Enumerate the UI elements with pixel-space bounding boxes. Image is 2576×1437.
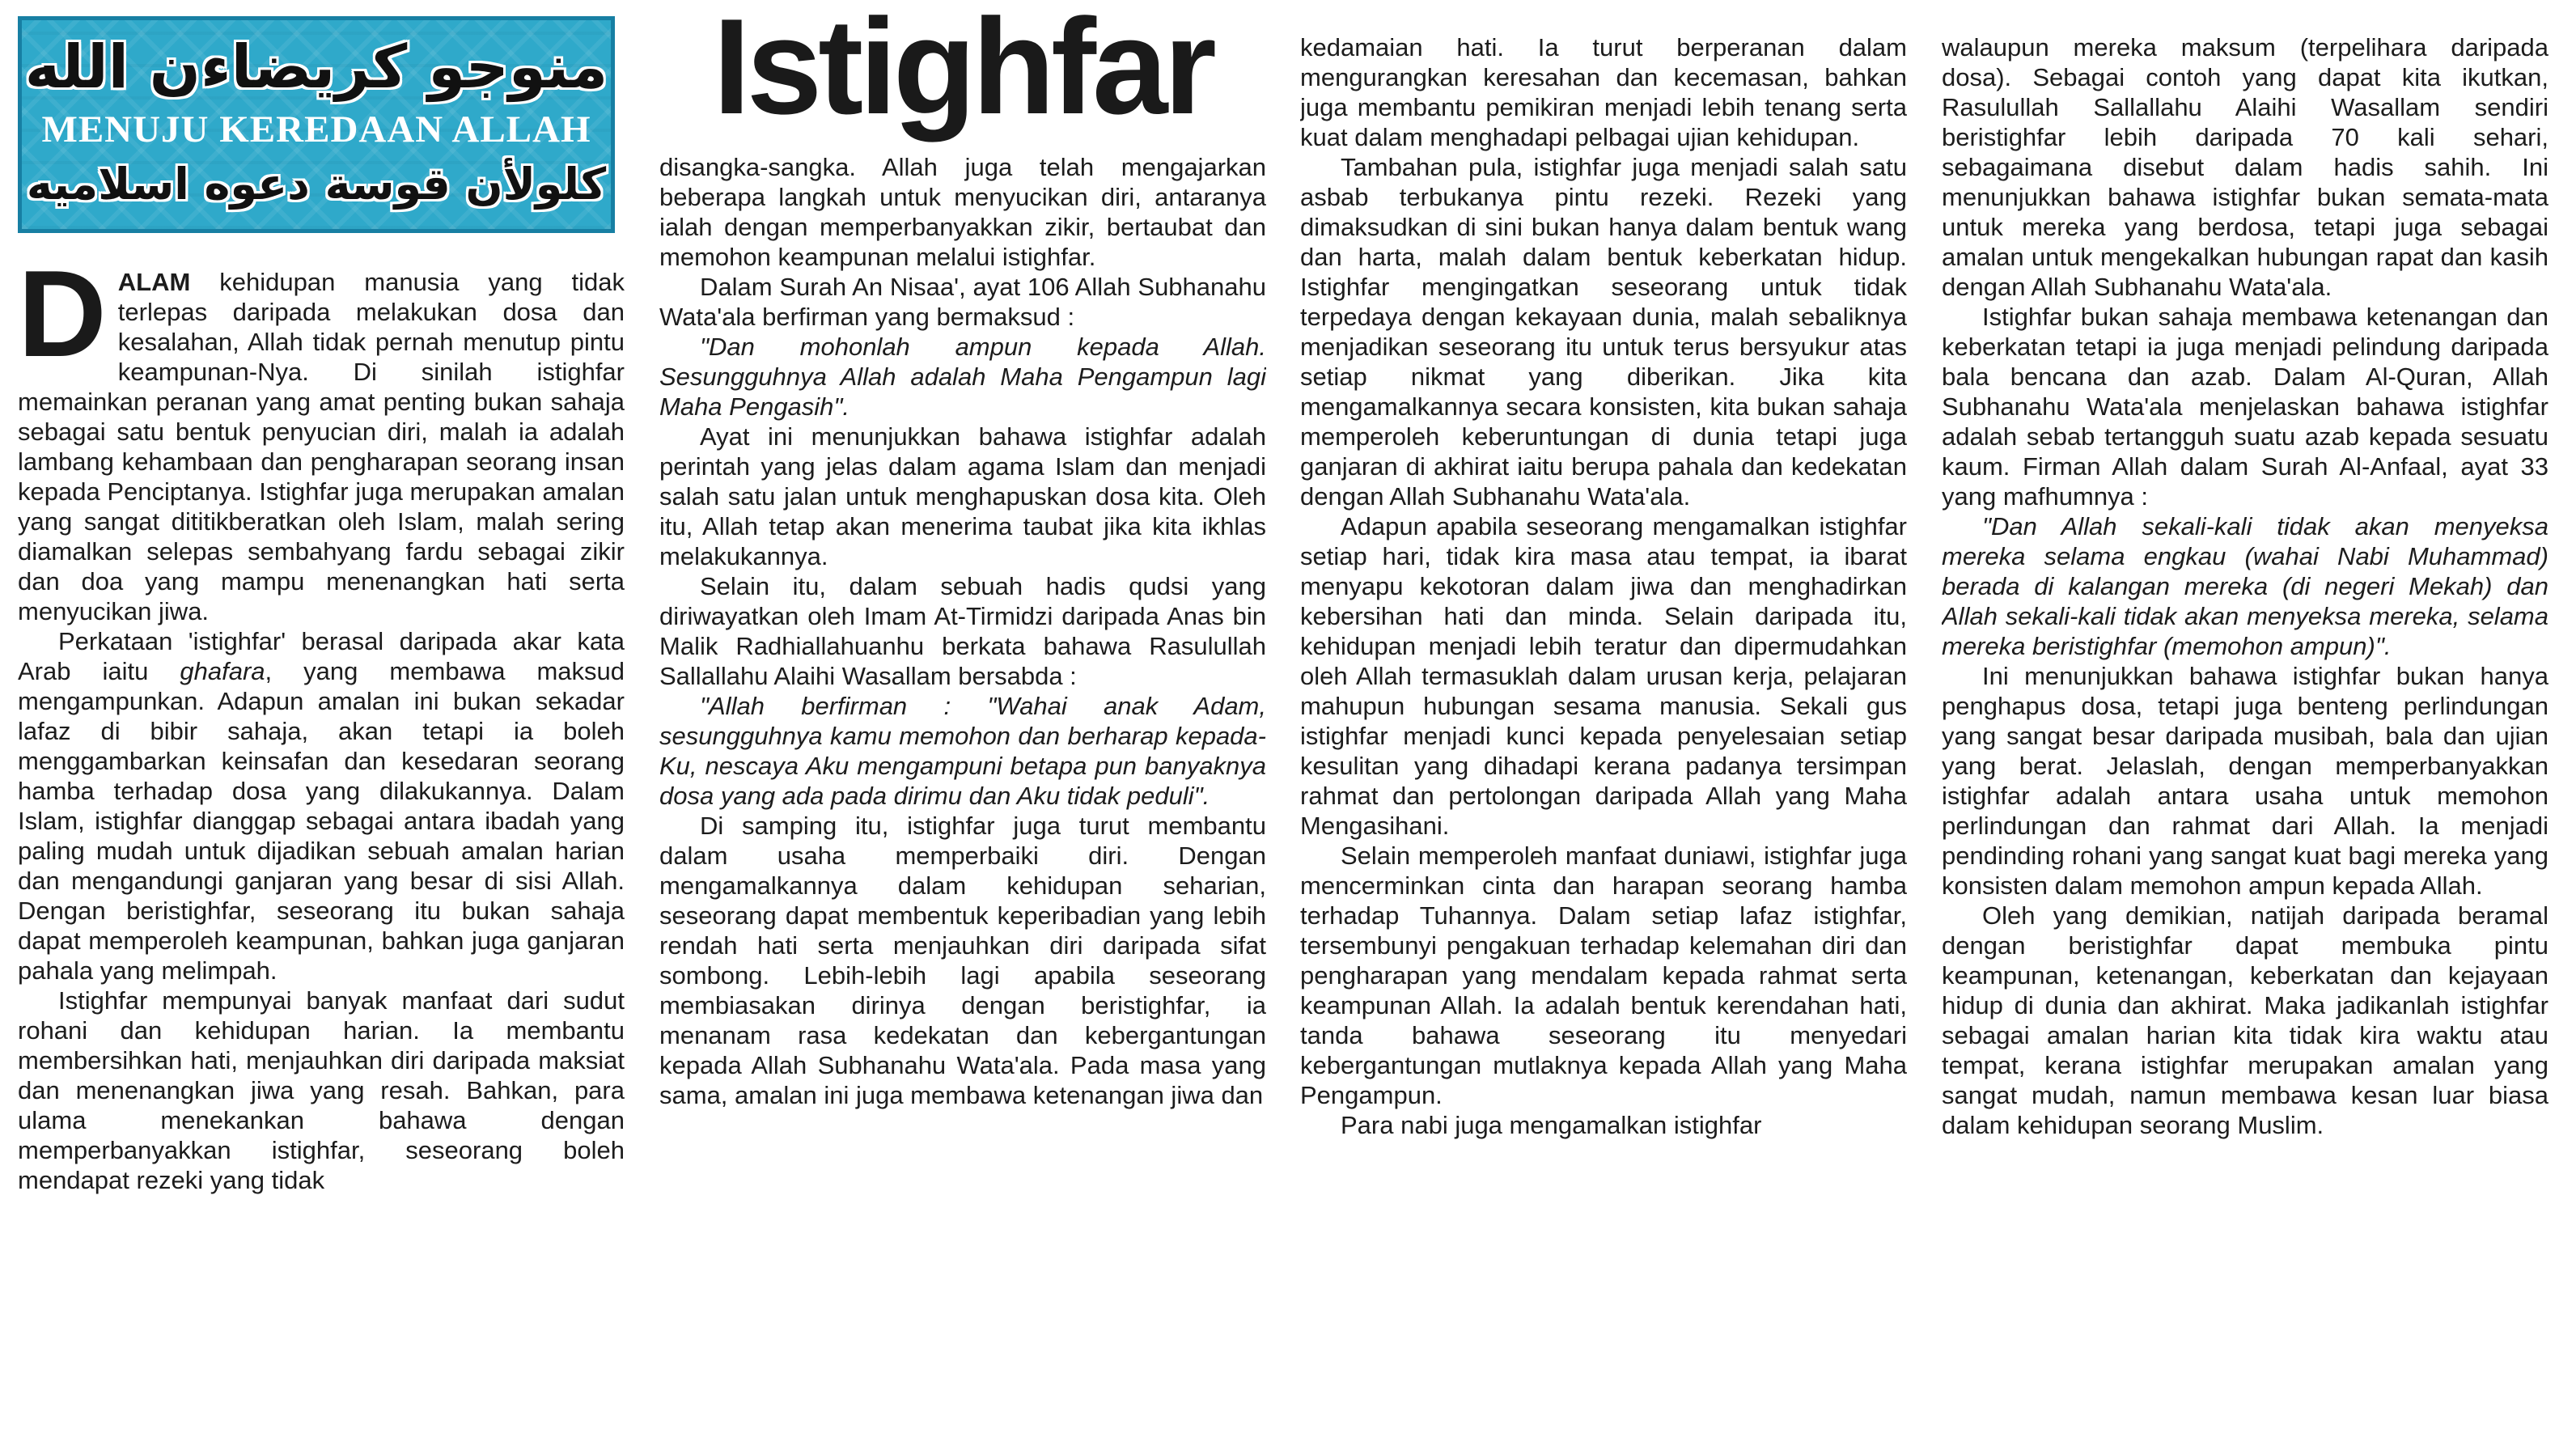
dropcap-letter: D [18,245,107,383]
body-paragraph [1942,32,2548,302]
body-paragraph [18,986,625,1195]
text-segment: "Dan mohonlah ampun kepada Allah. Sesungguhnya Allah adalah Maha Pengampun lagi Maha Pengasih". [659,333,1266,421]
text-segment: "Allah berfirman : "Wahai anak Adam, sesungguhnya kamu memohon dan berharap kepada-Ku, nescaya Aku mengampuni betapa pun banyaknya dosa yang ada pada dirimu dan Aku tidak peduli". [659,692,1266,810]
masthead-box [18,16,615,233]
body-paragraph [18,626,625,986]
text-segment: Tambahan pula, istighfar juga menjadi salah satu asbab terbukanya pintu rezeki. Rezeki yang dimaksudkan di sini bukan hanya dalam bentuk wang dan harta, malah dalam bentuk keberkatan hidup. Istighfar mengingatkan seseorang untuk tidak terpedaya dengan kekayaan dunia, malah sebaliknya menjadikan seseorang itu untuk terus bersyukur atas setiap nikmat yang diberikan. Jika kita mengamalkannya secara konsisten, kita bukan sahaja memperoleh keberuntungan di dunia tetapi juga ganjaran di akhirat iaitu berupa pahala dan kedekatan dengan Allah Subhanahu Wata'ala. [1300,153,1907,511]
text-segment: Oleh yang demikian, natijah daripada beramal dengan beristighfar dapat membuka pintu keampunan, ketenangan, keberkatan dan kejayaan hidup di dunia dan akhirat. Maka jadikanlah istighfar sebagai amalan harian kita tidak kira waktu atau tempat, kerana istighfar merupakan amalan yang sangat mudah, namun membawa kesan luar biasa dalam kehidupan seorang Muslim. [1942,901,2548,1139]
text-column-2 [659,0,1266,1437]
body-paragraph [659,422,1266,571]
text-segment: kedamaian hati. Ia turut berperanan dalam mengurangkan keresahan dan kecemasan, bahkan juga membantu pemikiran menjadi lebih tenang serta kuat dalam menghadapi pelbagai ujian kehidupan. [1300,33,1907,151]
masthead-jawi-bottom-text: كلولأن قوسة دعوه اسلاميه [26,159,607,210]
text-segment: Selain itu, dalam sebuah hadis qudsi yang diriwayatkan oleh Imam At-Tirmidzi daripada Anas bin Malik Radhiallahuanhu berkata bahawa Rasulullah Sallallahu Alaihi Wasallam bersabda : [659,572,1266,690]
body-paragraph [1942,302,2548,511]
body-paragraph [1300,841,1907,1110]
article-headline: Istighfar [713,0,1213,142]
body-paragraph [1942,661,2548,901]
body-paragraph [659,571,1266,691]
text-segment: Adapun apabila seseorang mengamalkan istighfar setiap hari, tidak kira masa atau tempat, ia ibarat menyapu kekotoran dalam jiwa dan menghadirkan kebersihan hati dan minda. Selain daripada itu, kehidupan menjadi lebih teratur dan dipermudahkan oleh Allah termasuklah dalam urusan kerja, pelajaran mahupun hubungan sesama manusia. Sekali gus istighfar menjadi kunci kepada penyelesaian setiap kesulitan yang dihadapi kerana padanya tersimpan rahmat dan pertolongan daripada Allah yang Maha Mengasihani. [1300,512,1907,840]
quote-paragraph [1942,511,2548,661]
text-segment: Dalam Surah An Nisaa', ayat 106 Allah Subhanahu Wata'ala berfirman yang bermaksud : [659,273,1266,331]
body-paragraph [1300,32,1907,152]
masthead-jawi-top-text: منوجو كريضاءن الله [24,32,608,102]
body-paragraph [18,245,625,626]
text-segment: Para nabi juga mengamalkan istighfar [1341,1111,1762,1139]
text-segment: Ayat ini menunjukkan bahawa istighfar adalah perintah yang jelas dalam agama Islam dan menjadi salah satu jalan untuk menghapuskan dosa kita. Oleh itu, Allah tetap akan menerima taubat jika kita ikhlas melakukannya. [659,422,1266,570]
text-segment: Istighfar bukan sahaja membawa ketenangan dan keberkatan tetapi ia juga menjadi pelindung daripada bala bencana dan azab. Dalam Al-Quran, Allah Subhanahu Wata'ala menjelaskan bahawa istighfar adalah sebab tertangguh suatu azab kepada sesuatu kaum. Firman Allah dalam Surah Al-Anfaal, ayat 33 yang mafhumnya : [1942,303,2548,511]
text-segment: "Dan Allah sekali-kali tidak akan menyeksa mereka selama engkau (wahai Nabi Muhammad) berada di kalangan mereka (di negeri Mekah) dan Allah sekali-kali tidak akan menyeksa mereka, selama mereka beristighfar (memohon ampun)". [1942,512,2548,660]
text-segment: Perkataan 'istighfar' berasal daripada akar kata Arab iaitu [18,627,625,685]
text-segment: Di samping itu, istighfar juga turut membantu dalam usaha memperbaiki diri. Dengan mengamalkannya dalam kehidupan seharian, seseorang dapat membentuk keperibadian yang lebih rendah hati serta menjauhkan diri daripada sifat sombong. Lebih-lebih lagi apabila seseorang membiasakan dirinya dengan beristighfar, ia menanam rasa kedekatan dan kebergantungan kepada Allah Subhanahu Wata'ala. Pada masa yang sama, amalan ini juga membawa ketenangan jiwa dan [659,812,1266,1109]
text-segment: walaupun mereka maksum (terpelihara daripada dosa). Sebagai contoh yang dapat kita ikutkan, Rasulullah Sallallahu Alaihi Wasallam sendiri beristighfar lebih daripada 70 kali sehari, sebagaimana disebut dalam hadis sahih. Ini menunjukkan bahawa istighfar bukan semata-mata untuk mereka yang berdosa, tetapi juga sebagai amalan untuk mengekalkan hubungan rapat dan kasih dengan Allah Subhanahu Wata'ala. [1942,33,2548,301]
column-3-paragraphs [1300,32,1907,1140]
column-4-paragraphs [1942,32,2548,1140]
text-column-1 [18,0,625,1437]
body-paragraph [659,272,1266,332]
text-segment: Selain memperoleh manfaat duniawi, istighfar juga mencerminkan cinta dan harapan seorang hamba terhadap Tuhannya. Dalam setiap lafaz istighfar, tersembunyi pengakuan terhadap kelemahan diri dan pengharapan yang mendalam kepada rahmat serta keampunan Allah. Ia adalah bentuk kerendahan hati, tanda bahawa seseorang itu menyedari kebergantungan mutlaknya kepada Allah yang Maha Pengampun. [1300,841,1907,1109]
text-column-4 [1942,0,2548,1437]
body-paragraph [659,811,1266,1110]
text-segment: kehidupan manusia yang tidak terlepas daripada melakukan dosa dan kesalahan, Allah tidak pernah menutup pintu keampunan-Nya. Di sinilah istighfar memainkan peranan yang amat penting bukan sahaja sebagai satu bentuk penyucian diri, malah ia adalah lambang kehambaan dan pengharapan seorang insan kepada Penciptanya. Istighfar juga merupakan amalan yang sangat dititikberatkan oleh Islam, malah sering diamalkan selepas sembahyang fardu sebagai zikir dan doa yang mampu menenangkan hati serta menyucikan jiwa. [18,268,625,625]
text-segment: disangka-sangka. Allah juga telah mengajarkan beberapa langkah untuk menyucikan diri, antaranya ialah dengan memperbanyakkan zikir, bertaubat dan memohon keampunan melalui istighfar. [659,153,1266,271]
body-paragraph [1300,511,1907,841]
text-segment: Ini menunjukkan bahawa istighfar bukan hanya penghapus dosa, tetapi juga benteng perlindungan yang sangat besar daripada musibah, bala dan ujian yang berat. Jelaslah, dengan memperbanyakkan istighfar adalah antara usaha untuk memohon perlindungan dan rahmat dari Allah. Ia menjadi pendinding rohani yang sangat kuat bagi mereka yang konsisten dalam memohon ampun kepada Allah. [1942,662,2548,900]
body-paragraph [1942,901,2548,1140]
column-2-paragraphs [659,152,1266,1110]
text-segment: ALAM [117,268,191,296]
text-segment: ghafara [180,657,265,685]
text-column-3 [1300,0,1907,1437]
text-segment: Istighfar mempunyai banyak manfaat dari sudut rohani dan kehidupan harian. Ia membantu membersihkan hati, menjauhkan diri daripada maksiat dan menenangkan jiwa yang resah. Bahkan, para ulama menekankan bahawa dengan memperbanyakkan istighfar, seseorang boleh mendapat rezeki yang tidak [18,986,625,1194]
body-paragraph [659,152,1266,272]
masthead-latin-title: MENUJU KEREDAAN ALLAH [41,108,591,150]
body-paragraph [1300,1110,1907,1140]
quote-paragraph [659,332,1266,422]
body-paragraph [1300,152,1907,511]
text-segment: , yang membawa maksud mengampunkan. Adapun amalan ini bukan sekadar lafaz di bibir sahaja, akan tetapi ia boleh menggambarkan keinsafan dan kesedaran seorang hamba terhadap dosa yang dilakukannya. Dalam Islam, istighfar dianggap sebagai antara ibadah yang paling mudah untuk dijadikan sebuah amalan harian dan mengandungi ganjaran yang besar di sisi Allah. Dengan beristighfar, seseorang itu bukan sahaja dapat memperoleh keampunan, bahkan juga ganjaran pahala yang melimpah. [18,657,625,985]
column-1-paragraphs [18,245,625,1195]
quote-paragraph [659,691,1266,811]
